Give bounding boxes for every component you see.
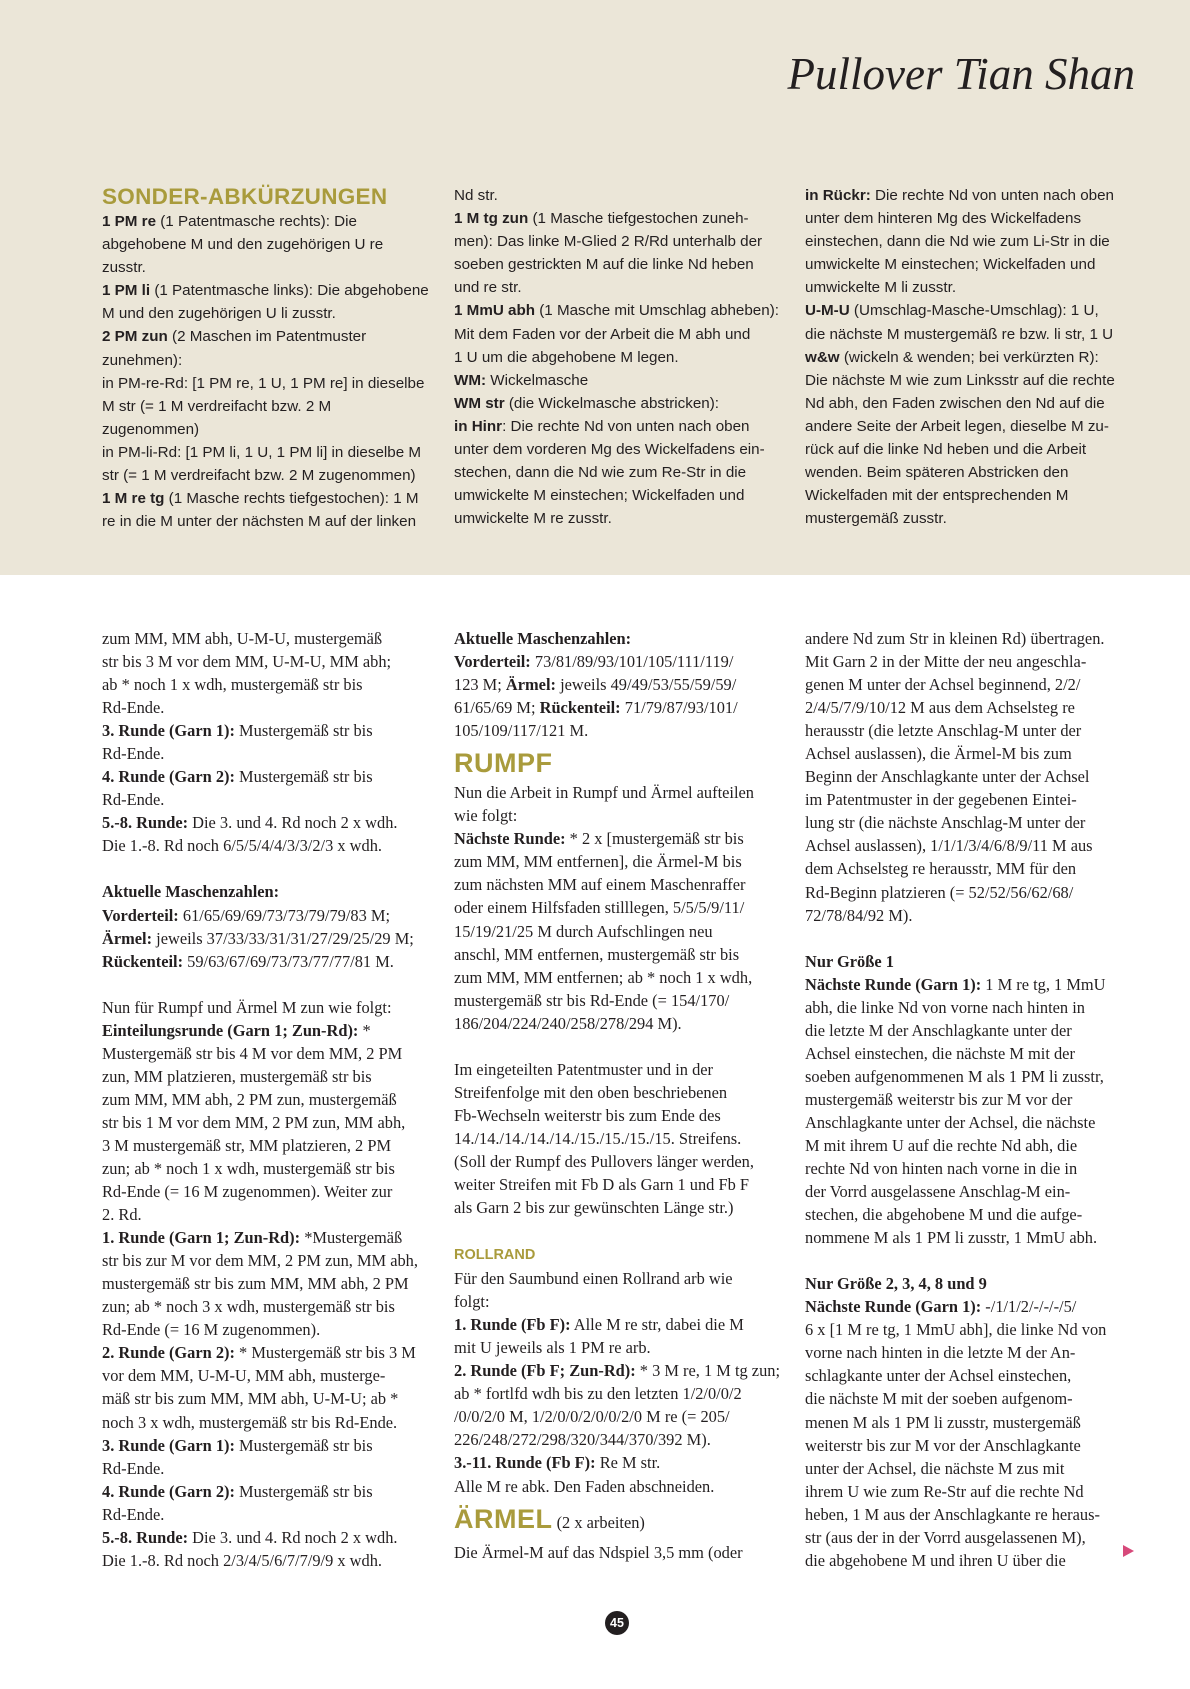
text-line: Nur Größe 1: [805, 951, 894, 971]
text-line: einstechen, dann die Nd wie zum Li-Str in die: [805, 233, 1110, 251]
paragraph-gap: [805, 1249, 1143, 1272]
text-line: Mit dem Faden vor der Arbeit die M abh und: [454, 325, 751, 343]
subsection-heading: ROLLRAND: [454, 1247, 536, 1264]
text-line: wenden. Beim späteren Abstricken den: [805, 464, 1069, 482]
text-line: Nun die Arbeit in Rumpf und Ärmel aufteilen: [454, 783, 754, 803]
paragraph-gap: [102, 973, 440, 996]
text-line: mustergemäß str bis Rd-Ende (= 154/170/: [454, 990, 730, 1010]
text-line: rück auf die linke Nd heben und die Arbeit: [805, 441, 1087, 459]
text-line: Nun für Rumpf und Ärmel M zun wie folgt:: [102, 997, 392, 1017]
text-line: 123 M; Ärmel: jeweils 49/49/53/55/59/59/: [454, 675, 737, 695]
text-line: 72/78/84/92 M).: [805, 905, 913, 925]
text-line: wie folgt:: [454, 806, 518, 826]
text-line: str (= 1 M verdreifacht bzw. 2 M zugenommen): [102, 467, 416, 485]
text-line: zun, MM platzieren, mustergemäß str bis: [102, 1066, 372, 1086]
text-line: 186/204/224/240/258/278/294 M).: [454, 1013, 682, 1033]
text-line: 5.-8. Runde: Die 3. und 4. Rd noch 2 x wdh.: [102, 1527, 398, 1547]
text-line: str bis 3 M vor dem MM, U-M-U, MM abh;: [102, 652, 392, 672]
text-line: w&w (wickeln & wenden; bei verkürzten R):: [805, 348, 1099, 366]
text-line: 3 M mustergemäß str, MM platzieren, 2 PM: [102, 1135, 392, 1155]
text-line: Vorderteil: 73/81/89/93/101/105/111/119/: [454, 652, 734, 672]
text-line: Die nächste M wie zum Linksstr auf die rechte: [805, 371, 1115, 389]
text-line: die letzte M der Anschlagkante unter der: [805, 1020, 1072, 1040]
text-line: oder einem Hilfsfaden stilllegen, 5/5/5/9/11/: [454, 898, 745, 918]
text-line: str bis zur M vor dem MM, 2 PM zun, MM abh,: [102, 1251, 418, 1271]
text-line: nommene M als 1 PM li zusstr, 1 MmU abh.: [805, 1228, 1098, 1248]
text-line: str (aus der in der Vorrd ausgelassenen M),: [805, 1527, 1086, 1547]
text-line: unter dem vorderen Mg des Wickelfadens ein-: [454, 441, 765, 459]
text-line: andere Seite der Arbeit legen, dieselbe M zu-: [805, 417, 1109, 435]
section-heading: RUMPF: [454, 748, 553, 779]
text-line: 6 x [1 M re tg, 1 MmU abh], die linke Nd von: [805, 1320, 1107, 1340]
text-line: 61/65/69 M; Rückenteil: 71/79/87/93/101/: [454, 698, 738, 718]
text-line: 2. Runde (Garn 2): * Mustergemäß str bis 3 M: [102, 1343, 416, 1363]
paragraph-gap: [805, 927, 1143, 950]
abbreviations-column-1: [102, 184, 440, 533]
text-line: heben, 1 M aus der Anschlagkante re heraus-: [805, 1504, 1100, 1524]
text-line: Rd-Ende.: [102, 744, 165, 764]
text-line: vor dem MM, U-M-U, MM abh, musterge-: [102, 1366, 386, 1386]
text-line: 3. Runde (Garn 1): Mustergemäß str bis: [102, 721, 373, 741]
text-line: Die 1.-8. Rd noch 6/5/5/4/4/3/3/2/3 x wdh.: [102, 836, 382, 856]
text-line: 1 M re tg (1 Masche rechts tiefgestochen): 1 M: [102, 490, 419, 508]
text-line: mäß str bis zum MM, MM abh, U-M-U; ab *: [102, 1389, 399, 1409]
page-title: Pullover Tian Shan: [787, 49, 1135, 99]
text-line: 3. Runde (Garn 1): Mustergemäß str bis: [102, 1435, 373, 1455]
text-line: vorne nach hinten in die letzte M der An-: [805, 1343, 1076, 1363]
text-line: genen M unter der Achsel beginnend, 2/2/: [805, 675, 1081, 695]
section-heading: ÄRMEL (2 x arbeiten): [454, 1503, 645, 1534]
text-line: schlagkante unter der Achsel einstechen,: [805, 1366, 1072, 1386]
text-line: Aktuelle Maschenzahlen:: [102, 882, 280, 902]
text-line: abh, die linke Nd von vorne nach hinten in: [805, 997, 1085, 1017]
text-line: anschl, MM entfernen, mustergemäß str bis: [454, 944, 740, 964]
text-line: Achsel auslassen), 1/1/1/3/4/6/8/9/11 M aus: [805, 836, 1093, 856]
text-line: 1 M tg zun (1 Masche tiefgestochen zuneh-: [454, 210, 749, 228]
text-line: Rückenteil: 59/63/67/69/73/73/77/77/81 M.: [102, 951, 394, 971]
text-line: Anschlagkante unter der Achsel, die nächste: [805, 1112, 1096, 1132]
text-line: Mustergemäß str bis 4 M vor dem MM, 2 PM: [102, 1043, 403, 1063]
text-line: ab * noch 1 x wdh, mustergemäß str bis: [102, 675, 363, 695]
text-line: 3.-11. Runde (Fb F): Re M str.: [454, 1453, 661, 1473]
text-line: mustergemäß weiterstr bis zur M vor der: [805, 1089, 1073, 1109]
text-line: zun; ab * noch 1 x wdh, mustergemäß str bis: [102, 1158, 395, 1178]
continue-arrow-icon: [1123, 1545, 1134, 1557]
text-line: soeben gestrickten M auf die linke Nd heben: [454, 256, 754, 274]
abbreviations-lines: [102, 210, 440, 533]
text-line: 1 MmU abh (1 Masche mit Umschlag abheben):: [454, 302, 779, 320]
instructions-column-2: [454, 627, 792, 1564]
text-line: die nächste M mustergemäß re bzw. li str, 1 U: [805, 325, 1114, 343]
text-line: in PM-li-Rd: [1 PM li, 1 U, 1 PM li] in dieselbe M: [102, 443, 422, 461]
text-line: men): Das linke M-Glied 2 R/Rd unterhalb der: [454, 233, 763, 251]
text-line: zum MM, MM entfernen], die Ärmel-M bis: [454, 852, 742, 872]
text-line: 2/4/5/7/9/10/12 M aus dem Achselsteg re: [805, 698, 1075, 718]
instructions-column-3: [805, 627, 1143, 1572]
text-line: lung str (die nächste Anschlag-M unter der: [805, 813, 1086, 833]
text-line: rechte Nd von hinten nach vorne in die in: [805, 1159, 1078, 1179]
text-line: Mit Garn 2 in der Mitte der neu angeschla-: [805, 652, 1087, 672]
text-line: umwickelte M einstechen; Wickelfaden und: [454, 487, 745, 505]
text-line: Rd-Ende.: [102, 1458, 165, 1478]
text-line: zum MM, MM entfernen; ab * noch 1 x wdh,: [454, 967, 753, 987]
text-line: Rd-Ende (= 16 M zugenommen). Weiter zur: [102, 1182, 393, 1202]
text-line: Nd abh, den Faden zwischen den Nd auf die: [805, 394, 1105, 412]
instructions-column-1: [102, 627, 440, 1572]
text-line: als Garn 2 bis zur gewünschten Länge str.): [454, 1198, 734, 1218]
text-line: WM: Wickelmasche: [454, 371, 589, 389]
text-line: umwickelte M li zusstr.: [805, 279, 957, 297]
text-line: 2 PM zun (2 Maschen im Patentmuster: [102, 328, 367, 346]
text-line: 1 PM li (1 Patentmasche links): Die abgehobene: [102, 282, 429, 300]
text-line: zusstr.: [102, 259, 146, 277]
text-line: Einteilungsrunde (Garn 1; Zun-Rd): *: [102, 1020, 371, 1040]
text-line: die nächste M mit der soeben aufgenom-: [805, 1389, 1073, 1409]
text-line: Rd-Ende.: [102, 1504, 165, 1524]
text-line: andere Nd zum Str in kleinen Rd) übertragen.: [805, 629, 1105, 648]
text-line: Streifenfolge mit den oben beschriebenen: [454, 1082, 728, 1102]
text-line: Nächste Runde: * 2 x [mustergemäß str bis: [454, 829, 744, 849]
text-line: Nächste Runde (Garn 1): 1 M re tg, 1 MmU: [805, 974, 1106, 994]
text-line: zum MM, MM abh, 2 PM zun, mustergemäß: [102, 1089, 397, 1109]
text-line: mustergemäß zusstr.: [805, 510, 947, 528]
text-line: Rd-Ende.: [102, 790, 165, 810]
abbreviations-column-3: [805, 184, 1143, 530]
text-line: unter dem hinteren Mg des Wickelfadens: [805, 210, 1082, 228]
text-line: 4. Runde (Garn 2): Mustergemäß str bis: [102, 1481, 373, 1501]
text-line: 1 PM re (1 Patentmasche rechts): Die: [102, 213, 357, 230]
text-line: weiter Streifen mit Fb D als Garn 1 und Fb F: [454, 1174, 749, 1194]
text-line: Ärmel: jeweils 37/33/33/31/31/27/29/25/29 M;: [102, 928, 414, 948]
text-line: noch 3 x wdh, mustergemäß str bis Rd-Ende.: [102, 1412, 398, 1432]
text-line: stechen, dann die Nd wie zum Re-Str in die: [454, 464, 747, 482]
text-line: M mit ihrem U auf die rechte Nd abh, die: [805, 1135, 1078, 1155]
text-line: Für den Saumbund einen Rollrand arb wie: [454, 1269, 733, 1289]
text-line: herausstr (die letzte Anschlag-M unter der: [805, 721, 1082, 741]
text-line: 14./14./14./14./14./15./15./15./15. Streifens.: [454, 1128, 742, 1148]
text-line: umwickelte M re zusstr.: [454, 510, 612, 528]
text-line: zunehmen):: [102, 351, 183, 369]
text-line: Nd str.: [454, 187, 498, 204]
text-line: im Patentmuster in der gegebenen Eintei-: [805, 790, 1077, 810]
paragraph-gap: [454, 1035, 792, 1058]
text-line: folgt:: [454, 1292, 490, 1312]
text-line: Rd-Beginn platzieren (= 52/52/56/62/68/: [805, 882, 1074, 902]
text-line: zun; ab * noch 3 x wdh, mustergemäß str bis: [102, 1297, 395, 1317]
text-line: Beginn der Anschlagkante unter der Achsel: [805, 767, 1090, 787]
text-line: Im eingeteilten Patentmuster und in der: [454, 1059, 713, 1079]
text-line: Aktuelle Maschenzahlen:: [454, 629, 632, 648]
text-line: Achsel einstechen, die nächste M mit der: [805, 1043, 1075, 1063]
text-line: WM str (die Wickelmasche abstricken):: [454, 394, 720, 412]
text-line: Rd-Ende (= 16 M zugenommen).: [102, 1320, 321, 1340]
text-line: Rd-Ende.: [102, 698, 165, 718]
text-line: Nur Größe 2, 3, 4, 8 und 9: [805, 1274, 987, 1294]
text-line: re in die M unter der nächsten M auf der linken: [102, 513, 417, 531]
text-line: 1 U um die abgehobene M legen.: [454, 348, 679, 366]
text-line: Die 1.-8. Rd noch 2/3/4/5/6/7/7/9/9 x wdh.: [102, 1550, 382, 1570]
text-line: 1. Runde (Garn 1; Zun-Rd): *Mustergemäß: [102, 1228, 403, 1248]
text-line: in PM-re-Rd: [1 PM re, 1 U, 1 PM re] in dieselbe: [102, 374, 425, 392]
abbreviations-heading: SONDER-ABKÜRZUNGEN: [102, 184, 388, 209]
text-line: 2. Runde (Fb F; Zun-Rd): * 3 M re, 1 M tg zun;: [454, 1361, 781, 1381]
text-line: U-M-U (Umschlag-Masche-Umschlag): 1 U,: [805, 302, 1099, 320]
text-line: 2. Rd.: [102, 1205, 142, 1225]
text-line: umwickelte M einstechen; Wickelfaden und: [805, 256, 1096, 274]
text-line: ab * fortlfd wdh bis zu den letzten 1/2/0/0/2: [454, 1384, 742, 1404]
paragraph-gap: [454, 1219, 792, 1242]
text-line: zugenommen): [102, 420, 200, 438]
text-line: /0/0/2/0 M, 1/2/0/0/2/0/0/2/0 M re (= 205/: [454, 1407, 730, 1427]
page-number: 45: [605, 1611, 629, 1635]
text-line: 105/109/117/121 M.: [454, 721, 589, 741]
text-line: stechen, die abgehobene M und die aufge-: [805, 1205, 1083, 1225]
text-line: Vorderteil: 61/65/69/69/73/73/79/79/83 M;: [102, 905, 391, 925]
text-line: zum MM, MM abh, U-M-U, mustergemäß: [102, 629, 383, 648]
text-line: Die Ärmel-M auf das Ndspiel 3,5 mm (oder: [454, 1542, 743, 1562]
text-line: Achsel auslassen), die Ärmel-M bis zum: [805, 744, 1072, 764]
text-line: (Soll der Rumpf des Pullovers länger werden,: [454, 1151, 754, 1171]
text-line: die abgehobene M und ihren U über die: [805, 1550, 1066, 1570]
text-line: 1. Runde (Fb F): Alle M re str, dabei die M: [454, 1315, 744, 1335]
text-line: ihrem U wie zum Re-Str auf die rechte Nd: [805, 1481, 1084, 1501]
text-line: 5.-8. Runde: Die 3. und 4. Rd noch 2 x wdh.: [102, 813, 398, 833]
text-line: mit U jeweils als 1 PM re arb.: [454, 1338, 651, 1358]
text-line: und re str.: [454, 279, 522, 297]
text-line: Alle M re abk. Den Faden abschneiden.: [454, 1476, 715, 1496]
text-line: M und den zugehörigen U li zusstr.: [102, 305, 336, 323]
text-line: mustergemäß str bis zum MM, MM abh, 2 PM: [102, 1274, 409, 1294]
text-line: str bis 1 M vor dem MM, 2 PM zun, MM abh,: [102, 1112, 406, 1132]
text-line: abgehobene M und den zugehörigen U re: [102, 236, 384, 254]
text-line: in Hinr: Die rechte Nd von unten nach oben: [454, 417, 750, 435]
text-line: dem Achselsteg re herausstr, MM für den: [805, 859, 1077, 879]
text-line: zum nächsten MM auf einem Maschenraffer: [454, 875, 746, 895]
text-line: der Vorrd ausgelassene Anschlag-M ein-: [805, 1182, 1071, 1202]
paragraph-gap: [102, 857, 440, 880]
text-line: weiterstr bis zur M vor der Anschlagkante: [805, 1435, 1081, 1455]
text-line: Nächste Runde (Garn 1): -/1/1/2/-/-/-/5/: [805, 1297, 1077, 1317]
text-line: unter der Achsel, die nächste M zus mit: [805, 1458, 1065, 1478]
text-line: M str (= 1 M verdreifacht bzw. 2 M: [102, 397, 332, 415]
text-line: Wickelfaden mit der entsprechenden M: [805, 487, 1069, 505]
text-line: 226/248/272/298/320/344/370/392 M).: [454, 1430, 711, 1450]
text-line: soeben aufgenommenen M als 1 PM li zusstr,: [805, 1066, 1104, 1086]
text-line: 15/19/21/25 M durch Aufschlingen neu: [454, 921, 713, 941]
text-line: in Rückr: Die rechte Nd von unten nach oben: [805, 187, 1114, 204]
text-line: menen M als 1 PM li zusstr, mustergemäß: [805, 1412, 1081, 1432]
text-line: Fb-Wechseln weiterstr bis zum Ende des: [454, 1105, 721, 1125]
text-line: 4. Runde (Garn 2): Mustergemäß str bis: [102, 767, 373, 787]
abbreviations-column-2: [454, 184, 792, 530]
